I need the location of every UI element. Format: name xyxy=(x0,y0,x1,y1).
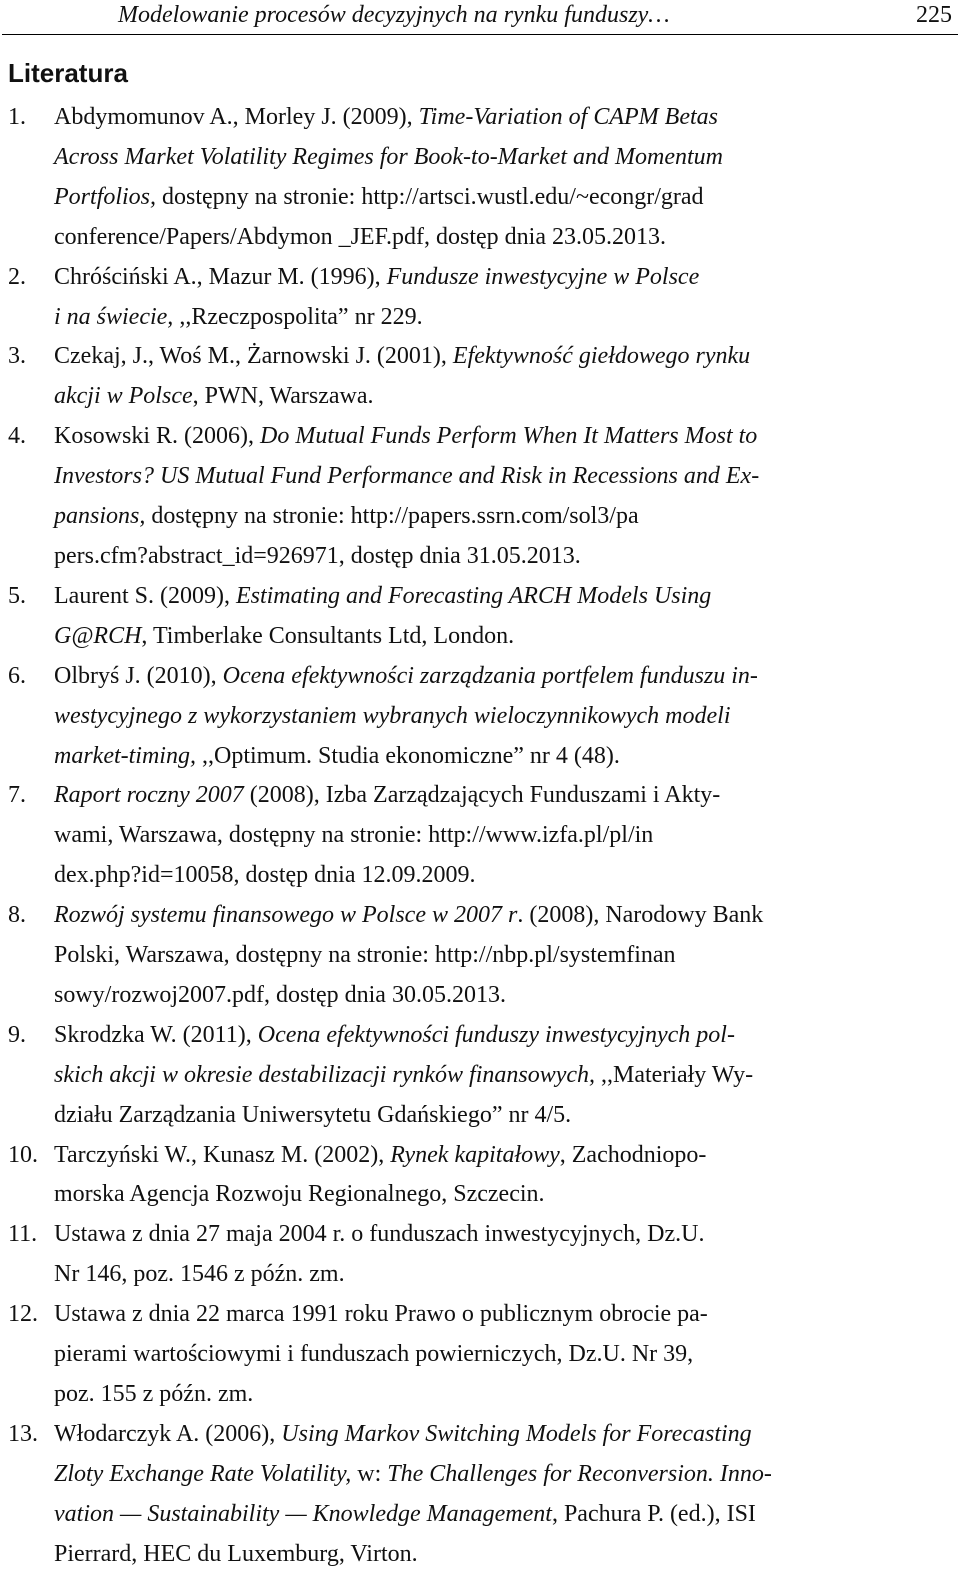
running-header xyxy=(0,0,960,40)
reference-line xyxy=(54,298,948,338)
reference-item xyxy=(0,1136,960,1216)
reference-text: wami, Warszawa, dostępny na stronie: http://www.izfa.pl/pl/in xyxy=(54,822,654,849)
reference-text: działu Zarządzania Uniwersytetu Gdańskiego” nr 4/5. xyxy=(54,1101,572,1128)
reference-line xyxy=(54,577,948,617)
reference-line xyxy=(54,1096,948,1136)
reference-line xyxy=(54,657,948,697)
reference-text: , PWN, Warszawa. xyxy=(192,383,374,410)
reference-title-text: Do Mutual Funds Perform When It Matters Most to xyxy=(260,423,758,450)
reference-item xyxy=(0,337,960,417)
reference-title-text: Portfolios, xyxy=(54,183,157,210)
reference-item xyxy=(0,1016,960,1136)
reference-number: 6. xyxy=(8,662,26,689)
section-title: Literatura xyxy=(8,58,128,88)
reference-line xyxy=(54,1215,948,1255)
reference-title-text: akcji w Polsce xyxy=(54,383,193,410)
reference-text: sowy/rozwoj2007.pdf, dostęp dnia 30.05.2013. xyxy=(54,981,506,1008)
reference-title-text: Investors? US Mutual Fund Performance and Risk in Recessions and Ex- xyxy=(54,463,760,490)
reference-line xyxy=(54,457,948,497)
reference-text: pierami wartościowymi i funduszach powierniczych, Dz.U. Nr 39, xyxy=(54,1341,694,1368)
reference-title-text: vation — Sustainability — Knowledge Management xyxy=(54,1500,552,1527)
reference-line xyxy=(54,1255,948,1295)
reference-line xyxy=(54,537,948,577)
reference-text: ,,Materiały Wy- xyxy=(595,1061,754,1088)
reference-text: Tarczyński W., Kunasz M. (2002), xyxy=(54,1141,391,1168)
reference-line xyxy=(54,697,948,737)
reference-number: 11. xyxy=(8,1221,38,1248)
reference-line xyxy=(54,976,948,1016)
reference-title-text: Estimating and Forecasting ARCH Models Using xyxy=(235,582,712,609)
reference-text: , Timberlake Consultants Ltd, London. xyxy=(141,622,515,649)
reference-line xyxy=(54,1136,948,1176)
reference-line xyxy=(54,258,948,298)
reference-number: 4. xyxy=(8,423,26,450)
reference-title-text: Fundusze inwestycyjne w Polsce xyxy=(386,263,700,290)
reference-number: 12. xyxy=(8,1301,38,1328)
reference-line xyxy=(54,1016,948,1056)
reference-line xyxy=(54,1295,948,1335)
reference-line xyxy=(54,1495,948,1535)
header-rule xyxy=(2,34,958,35)
reference-text: poz. 155 z późn. zm. xyxy=(54,1381,254,1407)
reference-title-text: G@RCH xyxy=(54,622,142,649)
reference-text: . (2008), Narodowy Bank xyxy=(517,902,764,929)
reference-number: 3. xyxy=(8,343,26,370)
reference-line xyxy=(54,377,948,417)
reference-line xyxy=(54,896,948,936)
reference-text: ,,Optimum. Studia ekonomiczne” nr 4 (48). xyxy=(195,742,620,769)
reference-text: Nr 146, poz. 1546 z późn. zm. xyxy=(54,1261,345,1288)
reference-text: dostępny na stronie: http://artsci.wustl.edu/~econgr/grad xyxy=(156,183,704,210)
reference-line xyxy=(54,497,948,537)
reference-line xyxy=(54,936,948,976)
reference-text: pers.cfm?abstract_id=926971, dostęp dnia 31.05.2013. xyxy=(54,542,581,569)
reference-title-text: Rozwój systemu finansowego w Polsce w 2007 r xyxy=(54,902,518,929)
reference-text: , Zachodniopo- xyxy=(559,1141,707,1168)
reference-item xyxy=(0,657,960,777)
reference-text: Pierrard, HEC du Luxemburg, Virton. xyxy=(54,1540,418,1567)
reference-line xyxy=(54,98,948,138)
reference-line xyxy=(54,737,948,777)
reference-line xyxy=(54,816,948,856)
reference-item xyxy=(0,896,960,1016)
reference-line xyxy=(54,138,948,178)
reference-number: 10. xyxy=(8,1141,38,1168)
reference-title-text: Ocena efektywności zarządzania portfelem funduszu in- xyxy=(222,662,758,689)
reference-title-text: The Challenges for Reconversion. Inno- xyxy=(387,1460,772,1487)
reference-line xyxy=(54,337,948,377)
reference-text: Włodarczyk A. (2006), xyxy=(54,1420,282,1447)
reference-list xyxy=(0,98,960,1575)
reference-line xyxy=(54,856,948,896)
reference-title-text: Rynek kapitałowy xyxy=(390,1141,560,1168)
reference-title-text: westycyjnego z wykorzystaniem wybranych wieloczynnikowych modeli xyxy=(54,702,731,729)
reference-text: Ustawa z dnia 22 marca 1991 roku Prawo o publicznym obrocie pa- xyxy=(54,1301,708,1328)
reference-title-text: Ocena efektywności funduszy inwestycyjnych pol- xyxy=(257,1021,735,1048)
running-title: Modelowanie procesów decyzyjnych na rynku funduszy… xyxy=(118,2,670,28)
reference-number: 2. xyxy=(8,263,26,290)
reference-item xyxy=(0,776,960,896)
reference-text: Laurent S. (2009), xyxy=(54,582,236,609)
reference-item xyxy=(0,577,960,657)
reference-number: 7. xyxy=(8,782,26,809)
reference-text: dostępny na stronie: http://papers.ssrn.com/sol3/pa xyxy=(145,503,639,530)
reference-item xyxy=(0,1415,960,1575)
reference-title-text: Zloty Exchange Rate Volatility, xyxy=(54,1460,352,1487)
reference-item xyxy=(0,258,960,338)
reference-text: Czekaj, J., Woś M., Żarnowski J. (2001), xyxy=(54,343,453,370)
reference-line xyxy=(54,1415,948,1455)
reference-line xyxy=(54,1056,948,1096)
reference-line xyxy=(54,617,948,657)
reference-title-text: market-timing, xyxy=(54,742,196,769)
reference-title-text: Time-Variation of CAPM Betas xyxy=(418,104,718,130)
reference-text: Chróściński A., Mazur M. (1996), xyxy=(54,263,387,290)
reference-text: , Pachura P. (ed.), ISI xyxy=(551,1500,756,1527)
reference-text: (2008), Izba Zarządzających Funduszami i Akty- xyxy=(243,782,721,809)
reference-text: morska Agencja Rozwoju Regionalnego, Szczecin. xyxy=(54,1181,545,1208)
reference-text: Kosowski R. (2006), xyxy=(54,423,261,450)
reference-text: w: xyxy=(351,1460,388,1487)
reference-line xyxy=(54,1535,948,1575)
reference-item xyxy=(0,417,960,577)
reference-line xyxy=(54,1455,948,1495)
reference-title-text: Across Market Volatility Regimes for Book-to-Market and Momentum xyxy=(54,143,723,170)
reference-title-text: Raport roczny 2007 xyxy=(54,782,244,809)
reference-text: Ustawa z dnia 27 maja 2004 r. o funduszach inwestycyjnych, Dz.U. xyxy=(54,1221,705,1248)
reference-title-text: skich akcji w okresie destabilizacji rynków finansowych, xyxy=(54,1061,596,1088)
reference-number: 1. xyxy=(8,104,26,130)
reference-text: Polski, Warszawa, dostępny na stronie: http://nbp.pl/systemfinan xyxy=(54,942,676,969)
reference-line xyxy=(54,1375,948,1415)
reference-line xyxy=(54,1335,948,1375)
reference-line xyxy=(54,776,948,816)
reference-line xyxy=(54,417,948,457)
reference-number: 9. xyxy=(8,1021,26,1048)
reference-line xyxy=(54,178,948,218)
reference-text: ,,Rzeczpospolita” nr 229. xyxy=(173,303,423,330)
reference-title-text: pansions, xyxy=(54,503,146,530)
reference-title-text: i na świecie, xyxy=(54,303,174,330)
reference-number: 13. xyxy=(8,1420,38,1447)
reference-text: Skrodzka W. (2011), xyxy=(54,1021,258,1048)
reference-item xyxy=(0,1295,960,1415)
reference-title-text: Efektywność giełdowego rynku xyxy=(452,343,751,370)
reference-title-text: Using Markov Switching Models for Forecasting xyxy=(281,1420,752,1447)
reference-text: Olbryś J. (2010), xyxy=(54,662,223,689)
reference-item xyxy=(0,1215,960,1295)
reference-text: conference/Papers/Abdymon _JEF.pdf, dostęp dnia 23.05.2013. xyxy=(54,223,666,250)
page-number: 225 xyxy=(916,2,952,28)
reference-number: 5. xyxy=(8,582,26,609)
reference-line xyxy=(54,1175,948,1215)
reference-number: 8. xyxy=(8,902,26,929)
reference-item xyxy=(0,98,960,258)
reference-text: dex.php?id=10058, dostęp dnia 12.09.2009. xyxy=(54,862,476,889)
reference-text: Abdymomunov A., Morley J. (2009), xyxy=(54,104,419,130)
reference-line xyxy=(54,218,948,258)
